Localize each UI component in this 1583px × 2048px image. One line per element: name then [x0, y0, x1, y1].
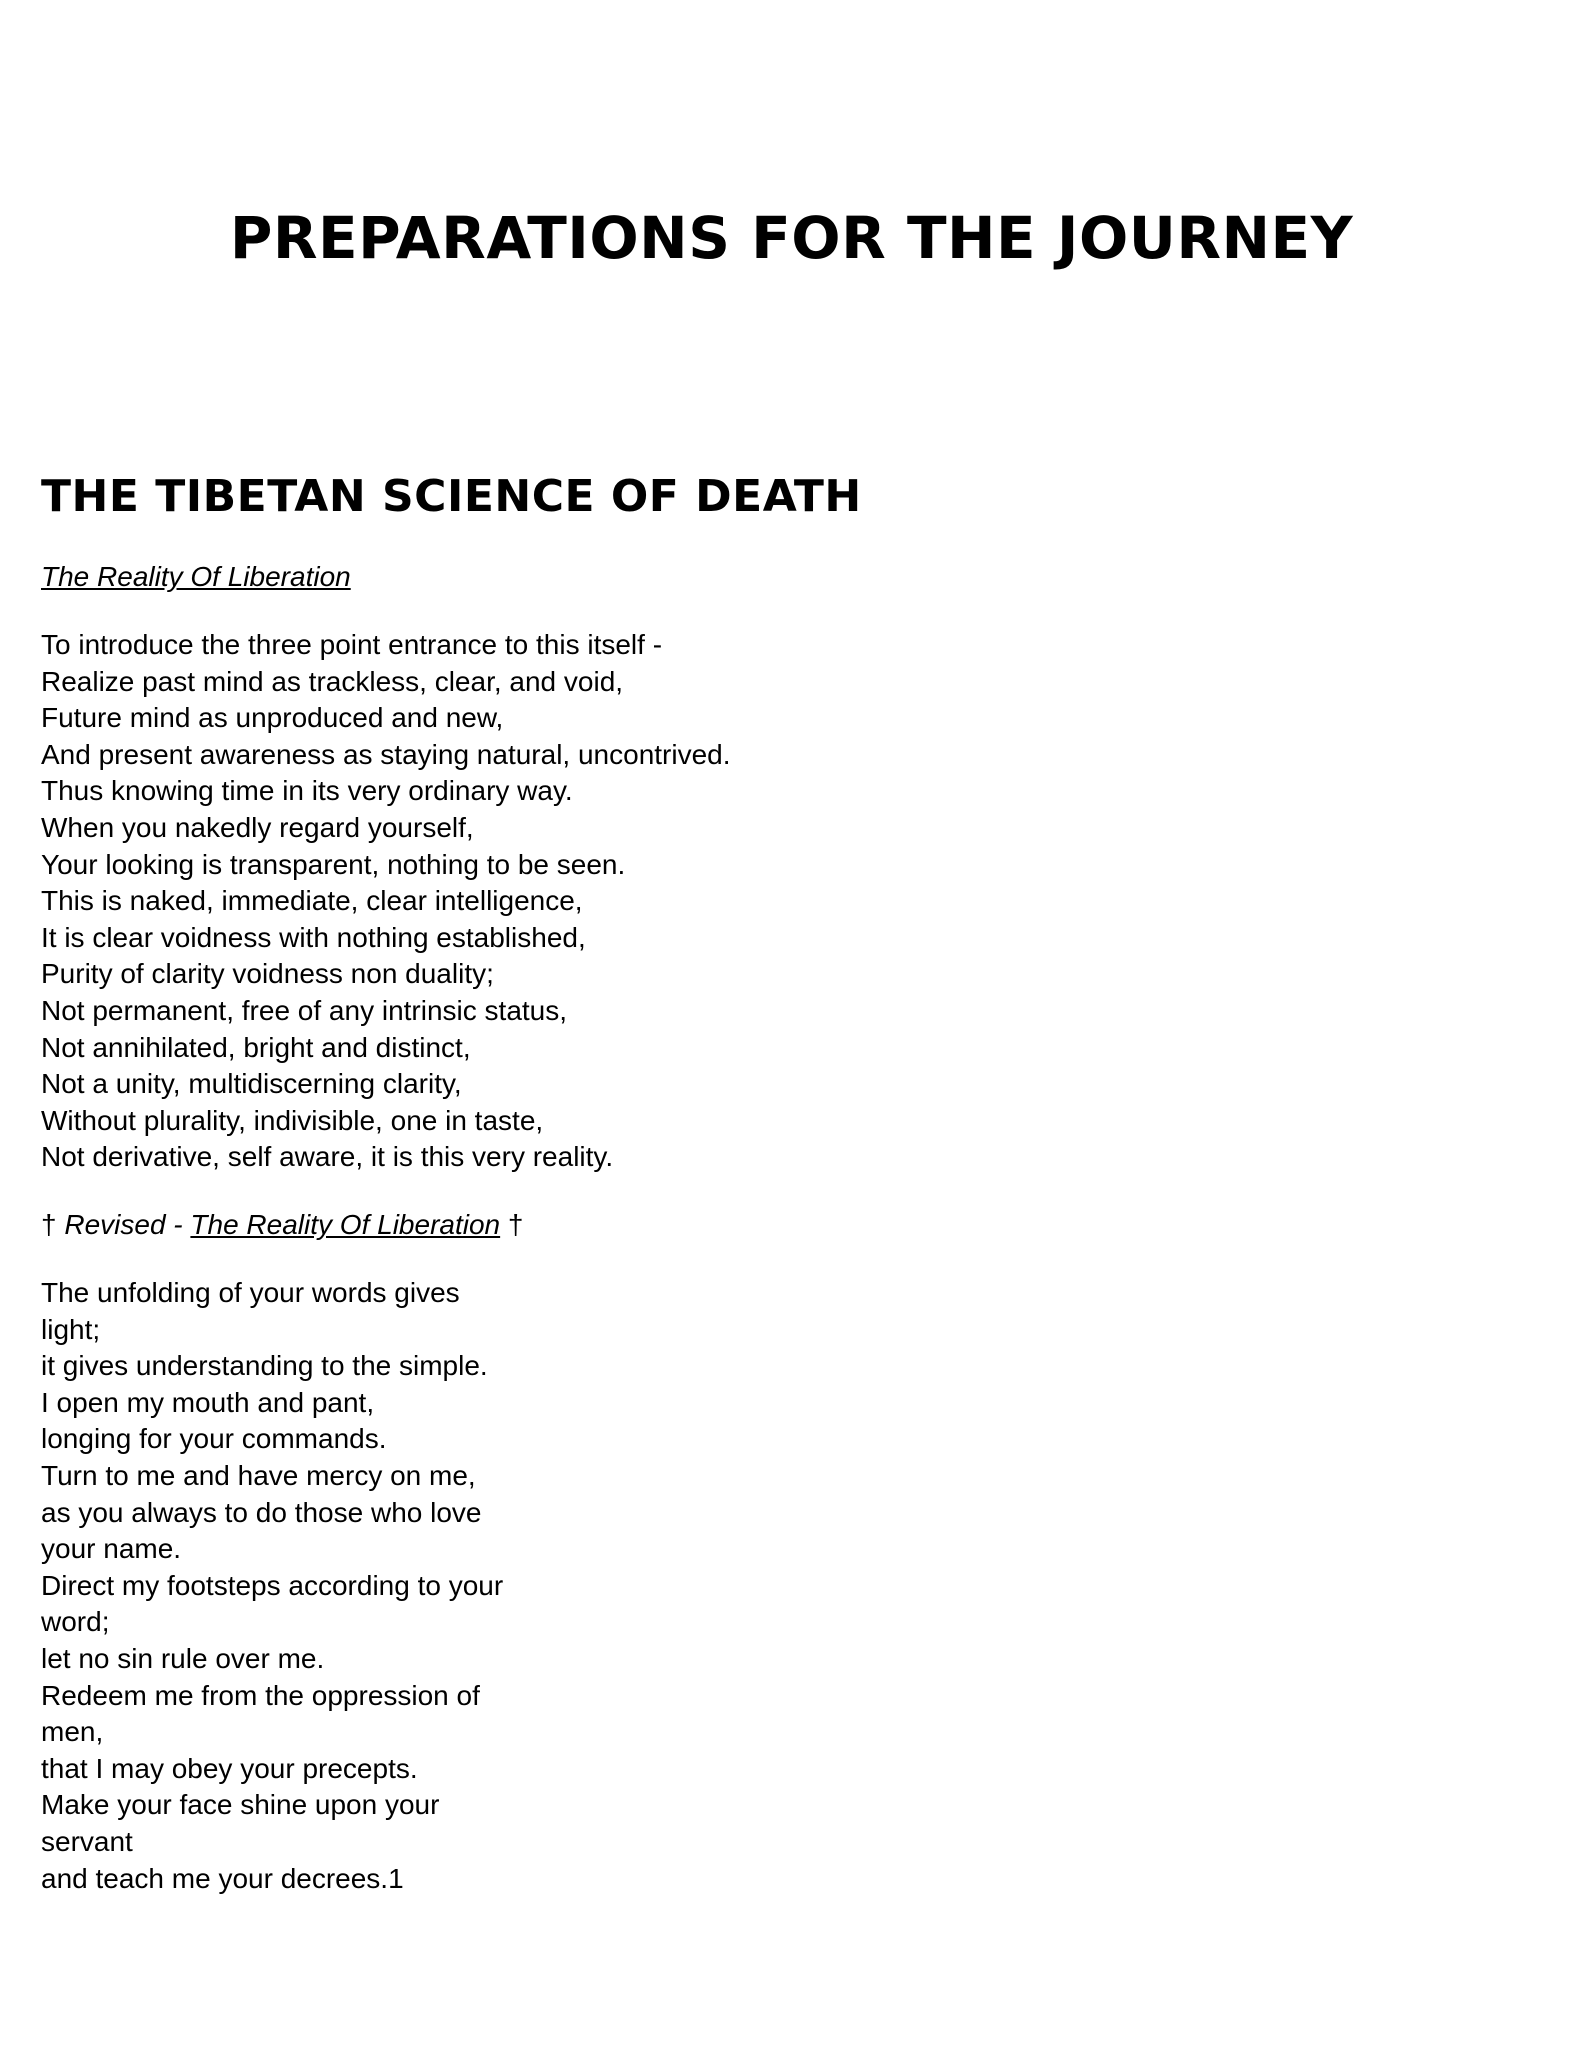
verse-reality-of-liberation — [41, 627, 731, 1176]
verse-line: Thus knowing time in its very ordinary way. — [41, 775, 573, 807]
subheading-text: The Reality Of Liberation — [41, 561, 351, 592]
verse-line: light; — [41, 1313, 101, 1345]
verse-line: Not derivative, self aware, it is this very reality. — [41, 1141, 614, 1173]
verse-line: This is naked, immediate, clear intelligence, — [41, 885, 583, 917]
verse-line: Your looking is transparent, nothing to be seen. — [41, 848, 626, 880]
verse-line: and teach me your decrees.1 — [41, 1862, 404, 1894]
verse-line: I open my mouth and pant, — [41, 1386, 375, 1418]
verse-line: Without plurality, indivisible, one in taste, — [41, 1104, 544, 1136]
verse-line: Purity of clarity voidness non duality; — [41, 958, 494, 990]
verse-line: Not a unity, multidiscerning clarity, — [41, 1068, 462, 1100]
page-title: PREPARATIONS FOR THE JOURNEY — [229, 204, 1354, 272]
revised-subheading-text: The Reality Of Liberation — [190, 1209, 501, 1240]
verse-line: And present awareness as staying natural, uncontrived. — [41, 738, 731, 770]
dagger-right: † — [507, 1209, 524, 1240]
verse-line: Make your face shine upon your — [41, 1789, 440, 1821]
verse-line: that I may obey your precepts. — [41, 1752, 418, 1784]
verse-line: your name. — [41, 1533, 182, 1565]
subheading-revised — [41, 1207, 523, 1243]
section-heading: THE TIBETAN SCIENCE OF DEATH — [41, 471, 862, 522]
verse-line: let no sin rule over me. — [41, 1642, 325, 1674]
verse-line: To introduce the three point entrance to this itself - — [41, 629, 663, 660]
verse-line: as you always to do those who love — [41, 1496, 482, 1528]
verse-line: The unfolding of your words gives — [41, 1277, 460, 1308]
revised-prefix: Revised - — [64, 1209, 191, 1240]
verse-line: Not annihilated, bright and distinct, — [41, 1031, 471, 1063]
verse-line: servant — [41, 1825, 133, 1857]
verse-line: Future mind as unproduced and new, — [41, 702, 504, 734]
verse-line: longing for your commands. — [41, 1423, 387, 1455]
verse-line: Redeem me from the oppression of — [41, 1679, 480, 1711]
verse-line: It is clear voidness with nothing established, — [41, 921, 586, 953]
dagger-left: † — [41, 1209, 57, 1240]
verse-line: it gives understanding to the simple. — [41, 1350, 488, 1382]
verse-line: Direct my footsteps according to your — [41, 1569, 504, 1601]
verse-line: Not permanent, free of any intrinsic status, — [41, 994, 568, 1026]
verse-line: Turn to me and have mercy on me, — [41, 1459, 476, 1491]
verse-line: men, — [41, 1716, 104, 1748]
verse-line: When you nakedly regard yourself, — [41, 811, 474, 843]
subheading-reality-of-liberation — [41, 559, 351, 595]
verse-line: Realize past mind as trackless, clear, and void, — [41, 665, 624, 697]
verse-line: word; — [41, 1606, 110, 1638]
verse-revised — [41, 1275, 503, 1897]
